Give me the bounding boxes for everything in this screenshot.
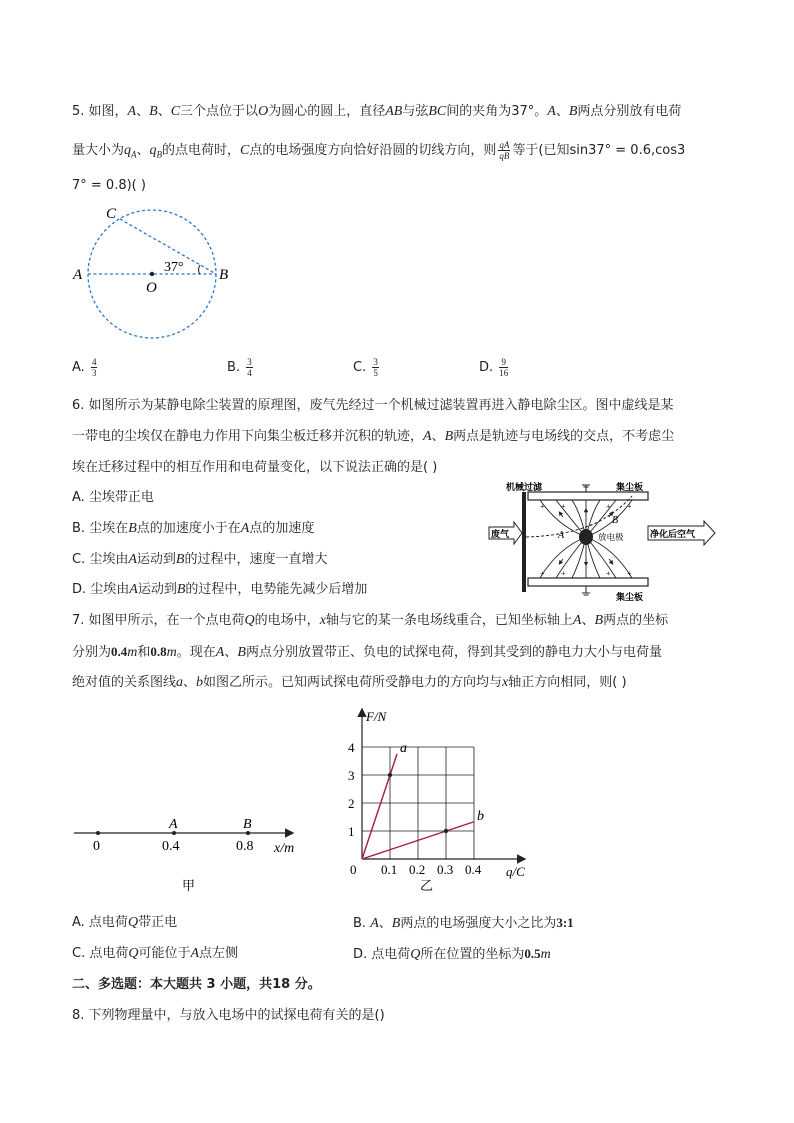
series-label-a: a	[400, 741, 407, 756]
caption-yi: 乙	[420, 879, 434, 894]
plus-sign: +	[561, 569, 566, 578]
label-b: B	[219, 267, 229, 283]
q8-line-1: 8. 下列物理量中，与放入电场中的试探电荷有关的是()	[72, 1008, 385, 1023]
collector-plate-bottom	[528, 578, 648, 586]
y-tick-label: 3	[348, 768, 355, 783]
x-tick-label: 0.3	[437, 862, 454, 877]
label-collector-bottom: 集尘板	[616, 593, 644, 602]
q6-option-b[interactable]: B. 尘埃在B点的加速度小于在A点的加速度	[72, 521, 315, 536]
y-tick-label: 4	[348, 740, 355, 755]
q7-option-d[interactable]: D. 点电荷Q所在位置的坐标为0.5m	[353, 946, 551, 962]
x-tick-label: 0.2	[409, 862, 426, 877]
q7-line-1: 7. 如图甲所示，在一个点电荷Q的电场中，x轴与它的某一条电场线重合，已知坐标轴上A、B两点的坐标	[72, 613, 669, 628]
label-angle: 37°	[164, 260, 184, 275]
center-point	[150, 272, 154, 276]
label-o: O	[146, 280, 157, 296]
q6-option-d[interactable]: D. 尘埃由A运动到B的过程中，电势能先减少后增加	[72, 582, 368, 597]
label-filter: 机械过滤	[506, 483, 543, 493]
label-a: A	[73, 267, 83, 283]
plus-sign: +	[540, 502, 545, 511]
fig-jia-number-line	[70, 808, 310, 898]
series-line-a	[362, 754, 397, 859]
q5-line-1: 5. 如图，A、B、C三个点位于以O为圆心的圆上，直径AB与弦BC间的夹角为37°。A、B两点分别放有电荷	[72, 104, 682, 119]
x-tick-label: 0.4	[465, 862, 482, 877]
q5-option-c[interactable]: C. $\frac{3}{5}$	[353, 357, 378, 378]
caption-jia: 甲	[182, 879, 196, 894]
qa-over-qb-fraction: $\frac{qA}{qB}$	[499, 140, 510, 161]
plus-sign: +	[627, 569, 632, 578]
label-a: A	[169, 817, 178, 832]
q5-circle-figure	[68, 200, 248, 345]
origin-dot	[96, 831, 100, 835]
label-b: B	[243, 817, 252, 832]
q7-option-a[interactable]: A. 点电荷Q带正电	[72, 915, 178, 930]
filter-wall	[522, 492, 526, 592]
q5-line-3: 7° = 0.8)( )	[72, 178, 146, 193]
q5-option-d[interactable]: D. $\frac{9}{16}$	[479, 357, 509, 378]
collector-plate-top	[528, 492, 648, 500]
q6-line-1: 6. 如图所示为某静电除尘装置的原理图，废气先经过一个机械过滤装置再进入静电除尘区。图中虚线是某	[72, 398, 674, 413]
q7-option-b[interactable]: B. A、B两点的电场强度大小之比为3:1	[353, 915, 574, 931]
q6-line-3: 埃在迁移过程中的相互作用和电荷量变化，以下说法正确的是( )	[72, 460, 438, 475]
q6-option-c[interactable]: C. 尘埃由A运动到B的过程中，速度一直增大	[72, 552, 328, 567]
x-axis-label: q/C	[506, 864, 525, 879]
plus-sign: +	[606, 569, 611, 578]
x-tick-label: 0.1	[381, 862, 398, 877]
plus-sign: +	[627, 502, 632, 511]
label-collector-top: 集尘板	[616, 483, 644, 493]
q6-option-a[interactable]: A. 尘埃带正电	[72, 490, 154, 505]
q5-option-b[interactable]: B. $\frac{3}{4}$	[227, 357, 252, 378]
q7-line-2: 分别为0.4m和0.8m。现在A、B两点分别放置带正、负电的试探电荷，得到其受到的静电力大小与电荷量	[72, 644, 662, 660]
q5-line-2: 量大小为$q_A$、$q_B$的点电荷时，C点的电场强度方向恰好沿圆的切线方向，则 $\frac{qA}{qB}$ 等于(已知sin37° = 0.6,cos3	[72, 140, 686, 161]
label-discharge-electrode: 放电极	[598, 533, 624, 543]
tick-0-4: 0.4	[162, 839, 180, 854]
origin-label: 0	[350, 862, 357, 877]
electrostatic-precipitator-figure	[488, 482, 716, 602]
discharge-electrode	[579, 529, 593, 545]
series-label-b: b	[477, 808, 484, 824]
plus-sign: +	[540, 569, 545, 578]
section-2-heading: 二、多选题：本大题共 3 小题，共18 分。	[72, 977, 321, 992]
label-exhaust: 废气	[491, 530, 510, 540]
tick-0-8: 0.8	[236, 839, 254, 854]
label-point-a: A	[558, 530, 565, 541]
q6-line-2: 一带电的尘埃仅在静电力作用下向集尘板迁移并沉积的轨迹，A、B两点是轨迹与电场线的交点，不考虑尘	[72, 429, 675, 444]
label-clean-air: 净化后空气	[650, 530, 696, 540]
y-tick-label: 2	[348, 796, 355, 811]
axis-label-x: x/m	[274, 841, 295, 856]
label-c: C	[106, 206, 117, 222]
label-point-b: B	[612, 515, 619, 526]
angle-arc	[199, 265, 201, 274]
y-axis-label: F/N	[366, 709, 387, 724]
q5-option-a[interactable]: A. $\frac{4}{3}$	[72, 357, 97, 378]
data-point-b	[444, 829, 448, 833]
plus-sign: +	[561, 502, 566, 511]
data-point-a	[388, 773, 392, 777]
y-tick-label: 1	[348, 824, 355, 839]
plus-sign: +	[606, 502, 611, 511]
tick-0: 0	[93, 839, 100, 854]
q7-line-3: 绝对值的关系图线a、b如图乙所示。已知两试探电荷所受静电力的方向均与x轴正方向相同，则( )	[72, 675, 627, 690]
fig-yi-chart	[336, 704, 536, 894]
q7-option-c[interactable]: C. 点电荷Q可能位于A点左侧	[72, 946, 239, 961]
